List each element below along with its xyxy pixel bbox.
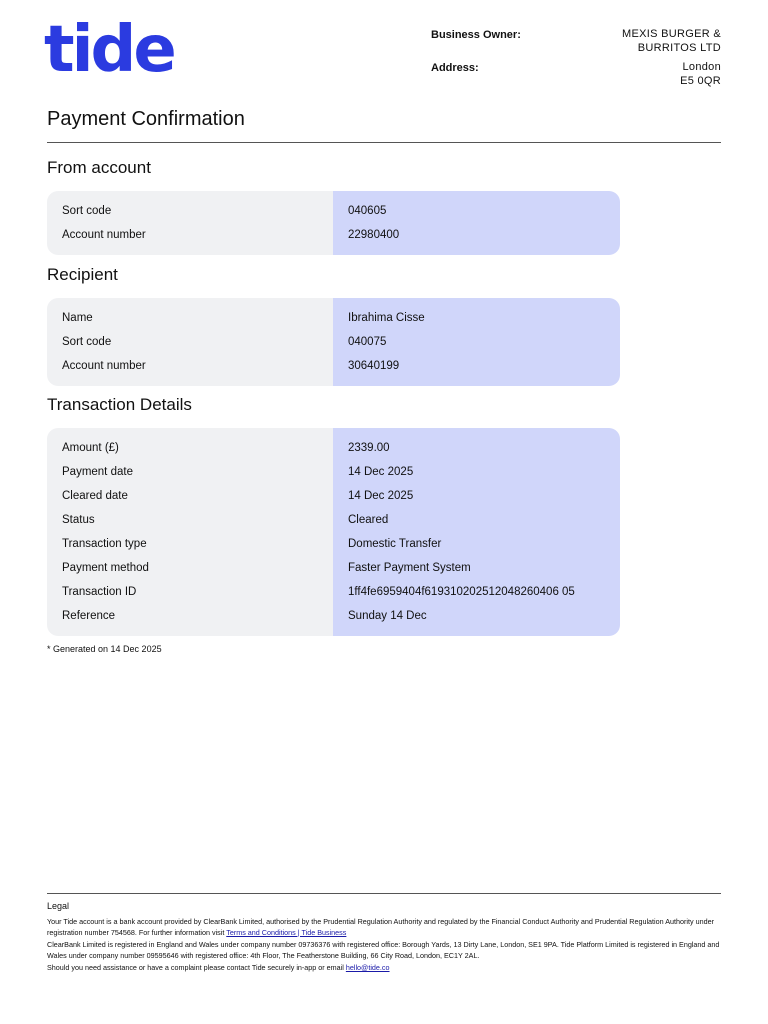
transaction-id-row (47, 580, 620, 604)
business-owner-label: Business Owner: (431, 29, 521, 41)
row-label: Cleared date (62, 490, 128, 502)
transaction-details-card (47, 428, 620, 636)
business-owner-value: MEXIS BURGER & BURRITOS LTD (622, 28, 721, 54)
legal-section (47, 901, 721, 974)
status-row (47, 508, 620, 532)
row-value: Domestic Transfer (348, 538, 442, 550)
row-label: Status (62, 514, 95, 526)
recipient-card (47, 298, 620, 386)
legal-paragraph-2: ClearBank Limited is registered in England and Wales under company number 09736376 with registered office: Borough Yards, 13 Dirty Lane, London, SE1 9PA. Tide Platform Limited is registered in England and Wales under company number 09595646 with registered office: 4th Floor, The Featherstone Building, 66 City Road, London, EC1Y 2AL. (47, 940, 720, 960)
amount-row (47, 436, 620, 460)
generated-note: * Generated on 14 Dec 2025 (47, 644, 162, 654)
email-link[interactable]: hello@tide.co (345, 963, 390, 972)
address-value (611, 60, 721, 88)
legal-text-1: Your Tide account is a bank account provided by ClearBank Limited, authorised by the Prudential Regulation Authority and regulated by the Financial Conduct Authority and Prudential Regulation Authority under registration number 754568. For further information visit (47, 917, 714, 937)
row-value: 1ff4fe6959404f619310202512048260406 05 (348, 586, 575, 598)
row-value: 30640199 (348, 360, 400, 372)
row-label: Amount (£) (62, 442, 119, 454)
address-line2: E5 0QR (680, 75, 721, 87)
row-label: Name (62, 312, 93, 324)
from-account-card (47, 191, 620, 255)
row-label: Payment method (62, 562, 149, 574)
page-title: Payment Confirmation (47, 108, 245, 130)
row-label: Sort code (62, 205, 112, 217)
row-value: 14 Dec 2025 (348, 466, 414, 478)
row-value: 22980400 (348, 229, 400, 241)
from-account-number-row (47, 223, 620, 247)
reference-row (47, 604, 620, 628)
address-label: Address: (431, 62, 479, 74)
legal-heading: Legal (47, 901, 70, 911)
row-value: 040075 (348, 336, 387, 348)
business-owner-block (431, 27, 721, 93)
row-label: Payment date (62, 466, 133, 478)
business-owner-row (431, 27, 721, 55)
row-value: 14 Dec 2025 (348, 490, 414, 502)
legal-divider (47, 893, 721, 894)
row-value: 040605 (348, 205, 387, 217)
transaction-type-row (47, 532, 620, 556)
from-sort-code-row (47, 199, 620, 223)
row-value: Cleared (348, 514, 389, 526)
recipient-name-row (47, 306, 620, 330)
row-label: Transaction type (62, 538, 147, 550)
row-label: Transaction ID (62, 586, 137, 598)
row-label: Reference (62, 610, 116, 622)
row-label: Sort code (62, 336, 112, 348)
recipient-account-number-row (47, 354, 620, 378)
payment-date-row (47, 460, 620, 484)
cleared-date-row (47, 484, 620, 508)
legal-paragraph-1 (47, 916, 721, 938)
row-label: Account number (62, 229, 146, 241)
tide-logo: tide (44, 13, 174, 87)
legal-paragraph-3 (47, 962, 721, 973)
transaction-details-heading: Transaction Details (47, 395, 192, 414)
terms-link[interactable]: Terms and Conditions | Tide Business (226, 928, 347, 937)
address-line1: London (682, 61, 721, 73)
title-divider (47, 142, 721, 143)
row-value: Sunday 14 Dec (348, 610, 427, 622)
row-label: Account number (62, 360, 146, 372)
address-row (431, 60, 721, 88)
recipient-sort-code-row (47, 330, 620, 354)
payment-method-row (47, 556, 620, 580)
row-value: Faster Payment System (348, 562, 471, 574)
legal-text-3: Should you need assistance or have a complaint please contact Tide securely in-app or email (47, 963, 346, 972)
row-value: Ibrahima Cisse (348, 312, 425, 324)
recipient-heading: Recipient (47, 265, 118, 284)
from-account-heading: From account (47, 158, 151, 177)
row-value: 2339.00 (348, 442, 390, 454)
